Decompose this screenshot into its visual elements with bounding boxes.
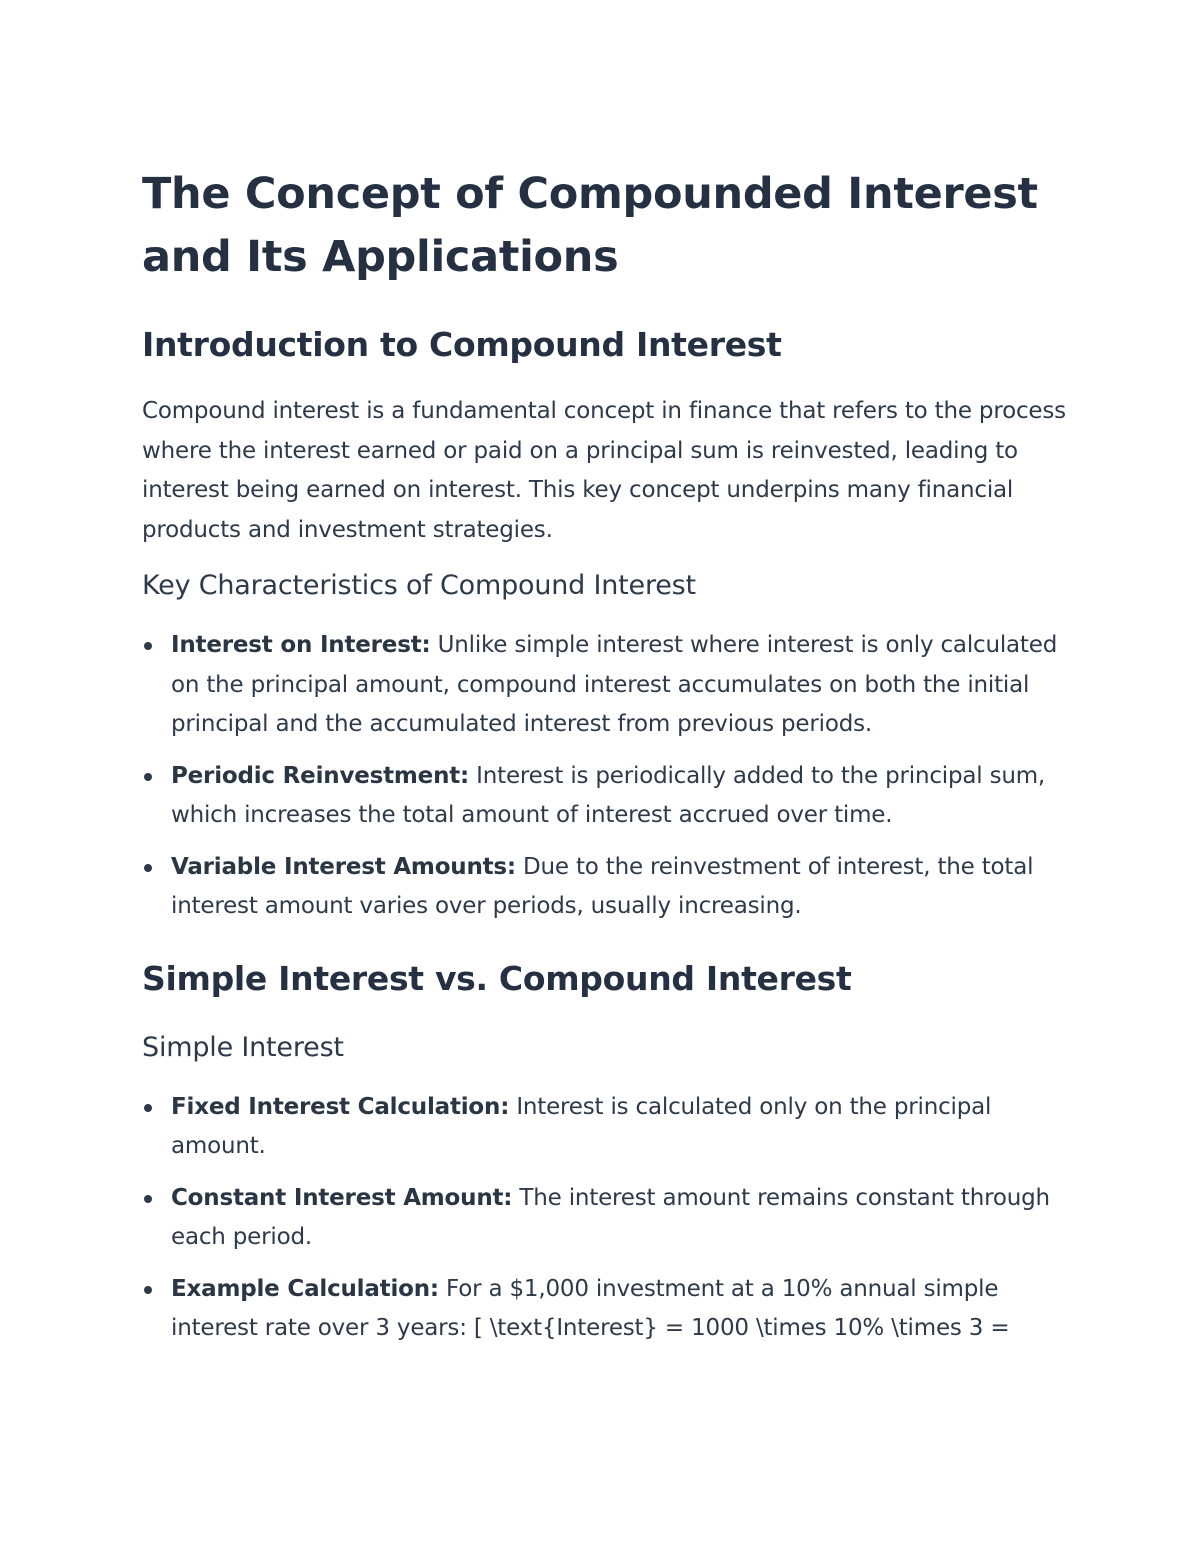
list-item [142, 626, 1072, 745]
bullet-icon [144, 864, 152, 872]
list-item [142, 757, 1072, 836]
document-title: The Concept of Compounded Interest and Its Applications [142, 169, 1038, 282]
section-heading-introduction: Introduction to Compound Interest [142, 325, 782, 364]
list-item [142, 1270, 1072, 1349]
list-item-term: Periodic Reinvestment: [171, 762, 470, 789]
bullet-icon [144, 773, 152, 781]
list-item-text: Due to the reinvestment of interest, the total interest amount varies over periods, usually increasing. [171, 853, 1034, 919]
list-item-text: The interest amount remains constant through each period. [171, 1184, 1050, 1250]
document-page [142, 163, 1072, 1361]
list-item-term: Variable Interest Amounts: [171, 853, 516, 880]
list-item-text: Interest is periodically added to the principal sum, which increases the total amount of interest accrued over time. [171, 762, 1046, 828]
list-item-term: Constant Interest Amount: [171, 1184, 513, 1211]
section-heading-comparison: Simple Interest vs. Compound Interest [142, 958, 852, 998]
subheading-simple-interest: Simple Interest [142, 1031, 344, 1063]
bullet-icon [144, 1195, 152, 1203]
list-item-text: For a $1,000 investment at a 10% annual simple interest rate over 3 years: [ \text{Interest} = 1000 \times 10% \times 3 = [171, 1275, 1010, 1341]
list-item-text: Interest is calculated only on the principal amount. [171, 1093, 992, 1159]
list-item-term: Example Calculation: [171, 1275, 439, 1302]
key-characteristics-list [142, 626, 1072, 927]
list-item-term: Fixed Interest Calculation: [171, 1093, 510, 1120]
list-item-term: Interest on Interest: [171, 632, 431, 658]
intro-paragraph: Compound interest is a fundamental concept in finance that refers to the process where the interest earned or paid on a principal sum is reinvested, leading to interest being earned on interest. This key concept underpins many financial products and investment strategies. [142, 398, 1066, 543]
simple-interest-list [142, 1088, 1072, 1349]
list-item [142, 1179, 1072, 1258]
bullet-icon [144, 642, 152, 650]
list-item [142, 1088, 1072, 1167]
list-item-text: Unlike simple interest where interest is only calculated on the principal amount, compound interest accumulates on both the initial principal and the accumulated interest from previous periods. [171, 632, 1058, 737]
bullet-icon [144, 1104, 152, 1112]
subheading-key-characteristics: Key Characteristics of Compound Interest [142, 570, 696, 601]
list-item [142, 848, 1072, 927]
bullet-icon [144, 1286, 152, 1294]
